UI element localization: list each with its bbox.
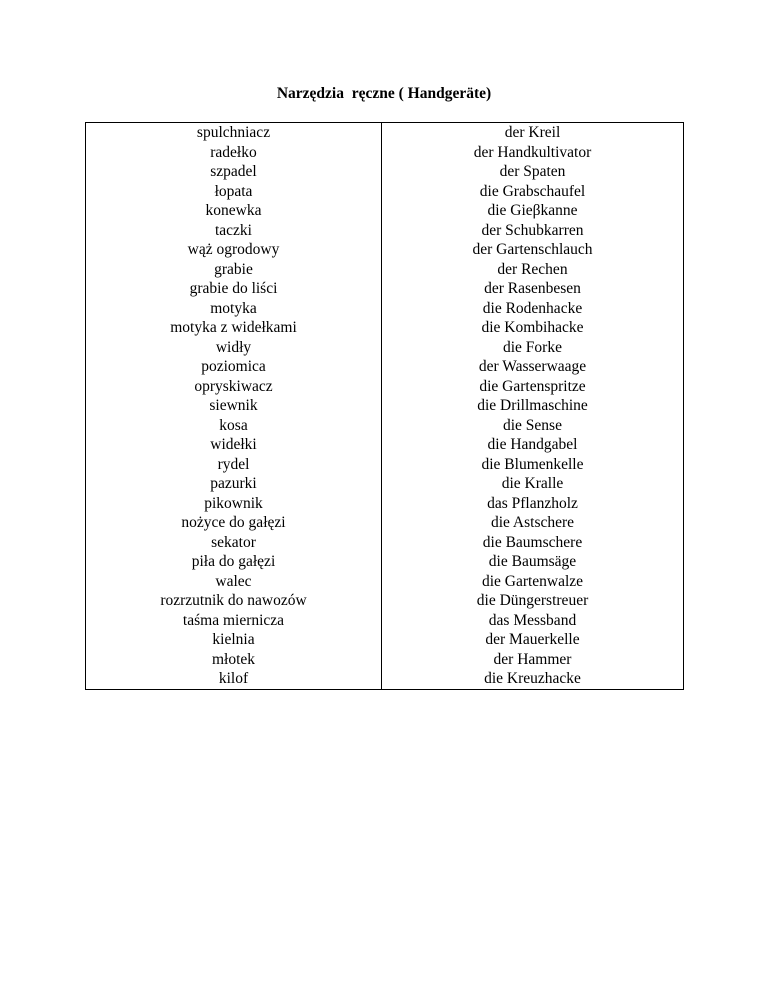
german-term-cell: die Gartenwalze <box>382 572 684 592</box>
table-row <box>86 513 684 533</box>
table-row <box>86 240 684 260</box>
vocabulary-table-body <box>86 123 684 690</box>
table-row <box>86 221 684 241</box>
table-row <box>86 377 684 397</box>
table-row <box>86 143 684 163</box>
table-row <box>86 260 684 280</box>
polish-term-cell: walec <box>86 572 382 592</box>
german-term-cell: die Kralle <box>382 474 684 494</box>
table-row <box>86 669 684 689</box>
table-row <box>86 357 684 377</box>
table-row <box>86 299 684 319</box>
polish-term-cell: spulchniacz <box>86 123 382 143</box>
german-term-cell: die Baumschere <box>382 533 684 553</box>
polish-term-cell: grabie <box>86 260 382 280</box>
table-row <box>86 162 684 182</box>
german-term-cell: der Rechen <box>382 260 684 280</box>
german-term-cell: die Blumenkelle <box>382 455 684 475</box>
table-row <box>86 474 684 494</box>
german-term-cell: die Baumsäge <box>382 552 684 572</box>
polish-term-cell: kilof <box>86 669 382 689</box>
german-term-cell: die Gieβkanne <box>382 201 684 221</box>
table-row <box>86 416 684 436</box>
polish-term-cell: sekator <box>86 533 382 553</box>
page-title: Narzędzia ręczne ( Handgeräte) <box>276 85 492 102</box>
german-term-cell: die Grabschaufel <box>382 182 684 202</box>
german-term-cell: die Gartenspritze <box>382 377 684 397</box>
table-row <box>86 455 684 475</box>
table-row <box>86 611 684 631</box>
table-row <box>86 279 684 299</box>
german-term-cell: das Pflanzholz <box>382 494 684 514</box>
german-term-cell: das Messband <box>382 611 684 631</box>
german-term-cell: der Kreil <box>382 123 684 143</box>
german-term-cell: der Mauerkelle <box>382 630 684 650</box>
german-term-cell: der Gartenschlauch <box>382 240 684 260</box>
table-row <box>86 494 684 514</box>
polish-term-cell: nożyce do gałęzi <box>86 513 382 533</box>
polish-term-cell: widełki <box>86 435 382 455</box>
table-row <box>86 318 684 338</box>
german-term-cell: die Sense <box>382 416 684 436</box>
german-term-cell: die Forke <box>382 338 684 358</box>
polish-term-cell: pikownik <box>86 494 382 514</box>
german-term-cell: die Drillmaschine <box>382 396 684 416</box>
polish-term-cell: piła do gałęzi <box>86 552 382 572</box>
polish-term-cell: pazurki <box>86 474 382 494</box>
polish-term-cell: konewka <box>86 201 382 221</box>
polish-term-cell: motyka z widełkami <box>86 318 382 338</box>
german-term-cell: die Rodenhacke <box>382 299 684 319</box>
polish-term-cell: opryskiwacz <box>86 377 382 397</box>
german-term-cell: der Wasserwaage <box>382 357 684 377</box>
polish-term-cell: wąż ogrodowy <box>86 240 382 260</box>
polish-term-cell: rydel <box>86 455 382 475</box>
german-term-cell: die Kreuzhacke <box>382 669 684 689</box>
german-term-cell: der Spaten <box>382 162 684 182</box>
polish-term-cell: widły <box>86 338 382 358</box>
table-row <box>86 396 684 416</box>
german-term-cell: die Handgabel <box>382 435 684 455</box>
polish-term-cell: taczki <box>86 221 382 241</box>
polish-term-cell: szpadel <box>86 162 382 182</box>
table-row <box>86 338 684 358</box>
table-row <box>86 123 684 143</box>
table-row <box>86 650 684 670</box>
german-term-cell: der Handkultivator <box>382 143 684 163</box>
polish-term-cell: młotek <box>86 650 382 670</box>
polish-term-cell: łopata <box>86 182 382 202</box>
table-row <box>86 182 684 202</box>
german-term-cell: der Rasenbesen <box>382 279 684 299</box>
german-term-cell: der Hammer <box>382 650 684 670</box>
table-row <box>86 630 684 650</box>
polish-term-cell: poziomica <box>86 357 382 377</box>
german-term-cell: die Düngerstreuer <box>382 591 684 611</box>
polish-term-cell: taśma miernicza <box>86 611 382 631</box>
german-term-cell: die Kombihacke <box>382 318 684 338</box>
polish-term-cell: siewnik <box>86 396 382 416</box>
german-term-cell: der Schubkarren <box>382 221 684 241</box>
table-row <box>86 435 684 455</box>
polish-term-cell: kosa <box>86 416 382 436</box>
polish-term-cell: motyka <box>86 299 382 319</box>
polish-term-cell: rozrzutnik do nawozów <box>86 591 382 611</box>
german-term-cell: die Astschere <box>382 513 684 533</box>
table-row <box>86 572 684 592</box>
polish-term-cell: grabie do liści <box>86 279 382 299</box>
table-row <box>86 591 684 611</box>
table-row <box>86 533 684 553</box>
table-row <box>86 201 684 221</box>
vocabulary-table <box>85 122 684 690</box>
polish-term-cell: radełko <box>86 143 382 163</box>
table-row <box>86 552 684 572</box>
polish-term-cell: kielnia <box>86 630 382 650</box>
